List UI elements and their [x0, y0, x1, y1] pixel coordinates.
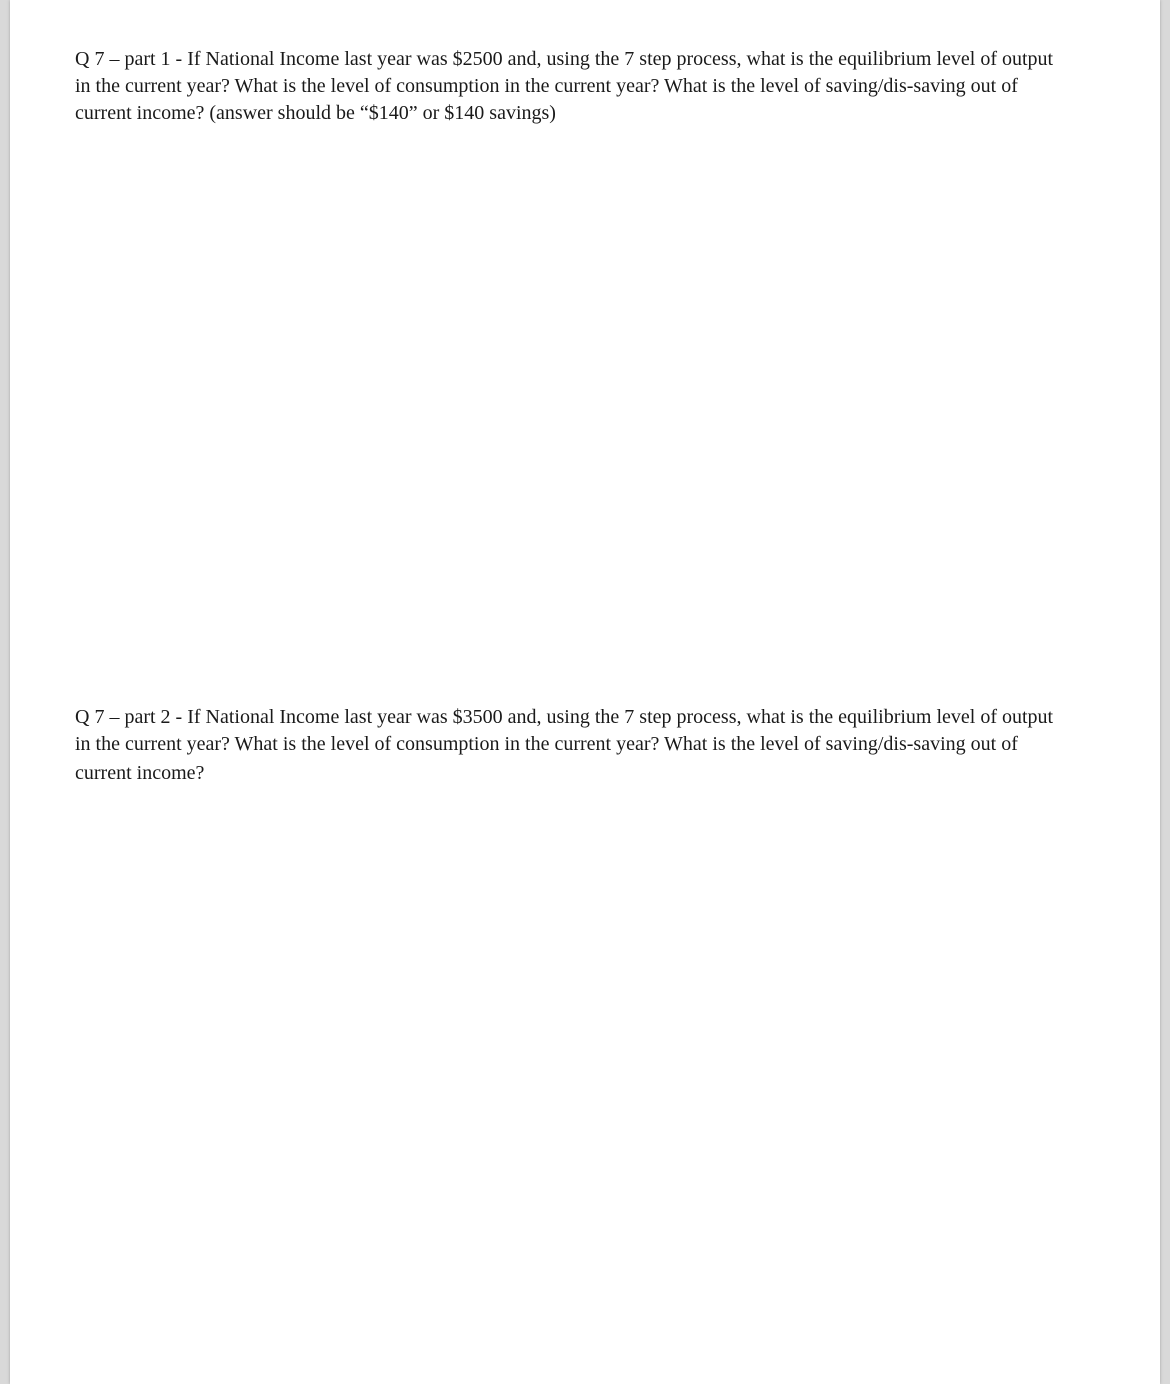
question-line: in the current year? What is the level of consumption in the current year? What is the level of saving/dis-saving out of: [75, 733, 1018, 755]
question-7-part-2: [75, 704, 1105, 787]
question-line: current income?: [75, 762, 205, 784]
question-line: Q 7 – part 1 - If National Income last year was $2500 and, using the 7 step process, what is the equilibrium level of output: [75, 48, 1054, 70]
question-7-part-1: [75, 46, 1105, 127]
question-line: Q 7 – part 2 - If National Income last year was $3500 and, using the 7 step process, what is the equilibrium level of output: [75, 706, 1054, 728]
question-line: in the current year? What is the level of consumption in the current year? What is the level of saving/dis-saving out of: [75, 75, 1018, 97]
question-line: current income? (answer should be “$140” or $140 savings): [75, 102, 556, 124]
document-page: [10, 0, 1160, 1384]
